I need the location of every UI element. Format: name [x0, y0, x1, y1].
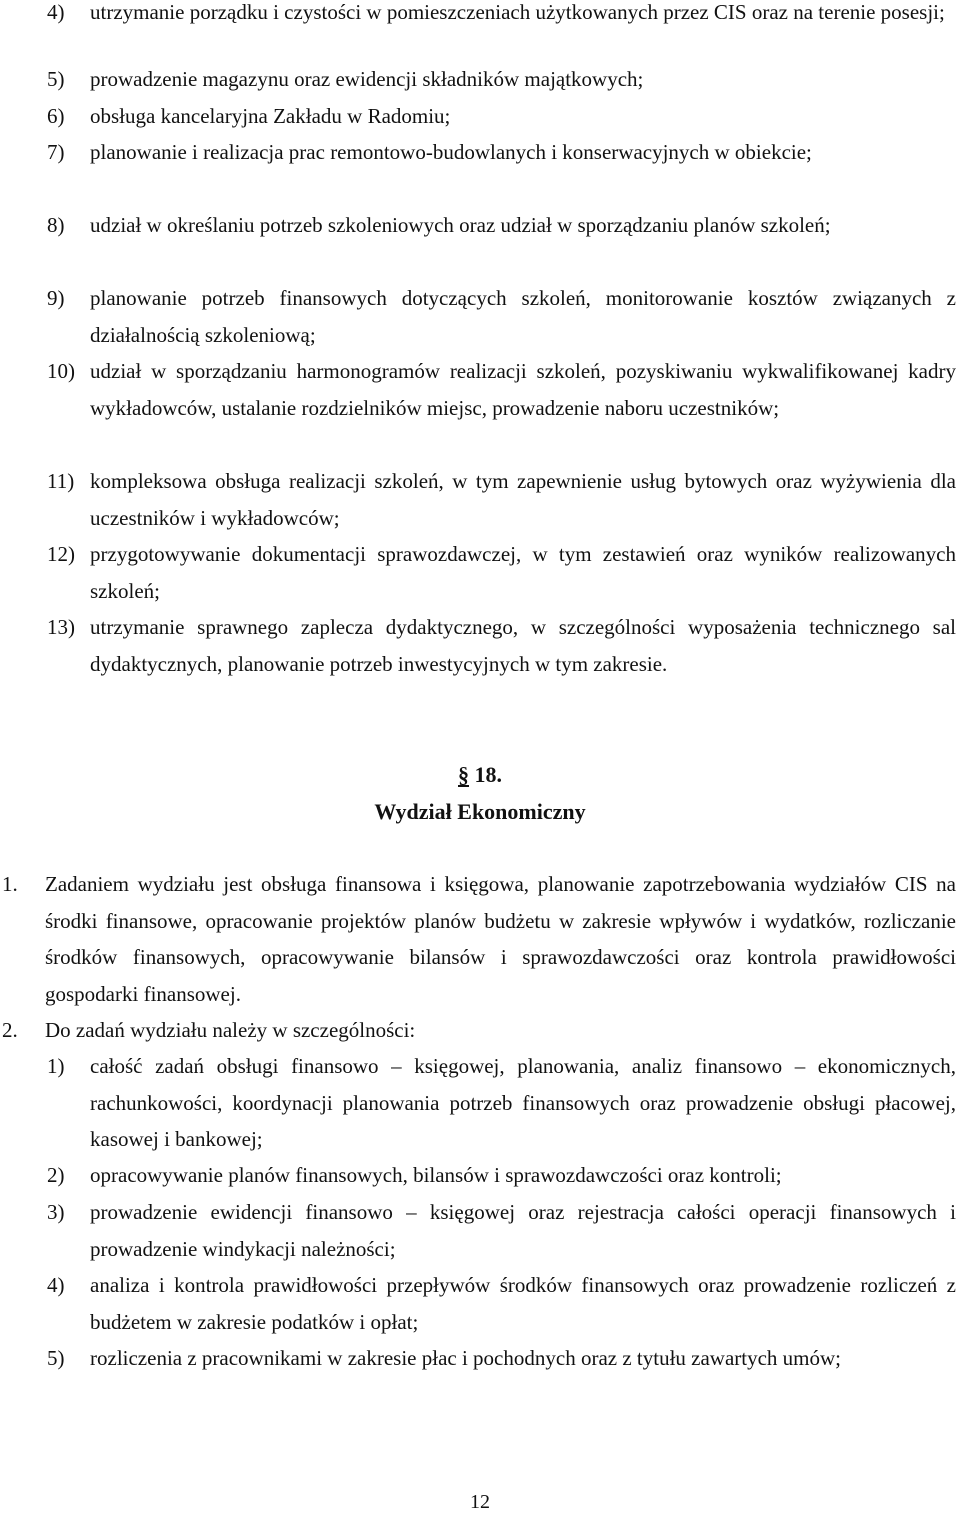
list-item-number: 1) [47, 1054, 65, 1078]
list-item-text: prowadzenie ewidencji finansowo – księgowej oraz rejestracja całości operacji finansowych i prowadzenie windykacji należności; [90, 1200, 956, 1261]
list-item-number: 5) [47, 1346, 65, 1370]
section-number-value: 18. [469, 762, 502, 787]
list-item [0, 609, 960, 682]
list-item [0, 0, 960, 31]
list-item-text: przygotowywanie dokumentacji sprawozdawczej, w tym zestawień oraz wyników realizowanych szkoleń; [90, 542, 956, 603]
page-number: 12 [470, 1491, 490, 1513]
list-item [0, 353, 960, 426]
list-item-text: prowadzenie magazynu oraz ewidencji składników majątkowych; [90, 67, 644, 91]
list-item [0, 536, 960, 609]
list-item-text: analiza i kontrola prawidłowości przepływów środków finansowych oraz prowadzenie rozliczeń z budżetem w zakresie podatków i opłat; [90, 1273, 956, 1334]
list-item-number: 9) [47, 286, 65, 310]
list-item [0, 207, 960, 244]
list-item [0, 1194, 960, 1267]
section-symbol: § [458, 762, 469, 787]
list-item-number: 6) [47, 104, 65, 128]
list-item-number: 11) [47, 469, 75, 493]
list-item [0, 1048, 960, 1158]
list-item-number: 10) [47, 359, 75, 383]
list-item-text: opracowywanie planów finansowych, bilansów i sprawozdawczości oraz kontroli; [90, 1163, 782, 1187]
paragraph [0, 1012, 960, 1049]
list-item-text: planowanie i realizacja prac remontowo-budowlanych i konserwacyjnych w obiekcie; [90, 140, 812, 164]
list-item-number: 8) [47, 213, 65, 237]
list-item-number: 12) [47, 542, 75, 566]
list-item [0, 61, 960, 98]
list-item [0, 1157, 960, 1194]
paragraph-number: 1. [2, 872, 18, 896]
list-item-text: udział w sporządzaniu harmonogramów realizacji szkoleń, pozyskiwaniu wykwalifikowanej kadry wykładowców, ustalanie rozdzielników miejsc, prowadzenie naboru uczestników; [90, 359, 956, 420]
list-item-text: utrzymanie sprawnego zaplecza dydaktycznego, w szczególności wyposażenia technicznego sal dydaktycznych, planowanie potrzeb inwestycyjnych w tym zakresie. [90, 615, 956, 676]
paragraph-text: Zadaniem wydziału jest obsługa finansowa i księgowa, planowanie zapotrzebowania wydziałów CIS na środki finansowe, opracowanie projektów planów budżetu w zakresie wpływów i wydatków, rozliczanie środków finansowych, opracowywanie bilansów i sprawozdawczości oraz kontrola prawidłowości gospodarki finansowej. [45, 872, 956, 1006]
list-item-text: utrzymanie porządku i czystości w pomieszczeniach użytkowanych przez CIS oraz na terenie posesji; [90, 0, 945, 24]
list-item [0, 1267, 960, 1340]
list-item [0, 1340, 960, 1377]
list-item-number: 3) [47, 1200, 65, 1224]
list-item-number: 7) [47, 140, 65, 164]
list-item-text: planowanie potrzeb finansowych dotyczących szkoleń, monitorowanie kosztów związanych z działalnością szkoleniową; [90, 286, 956, 347]
list-item-number: 4) [47, 1273, 65, 1297]
list-item-number: 4) [47, 0, 65, 24]
section-number [0, 757, 960, 793]
list-item [0, 134, 960, 171]
paragraph-number: 2. [2, 1018, 18, 1042]
list-item-text: rozliczenia z pracownikami w zakresie płac i pochodnych oraz z tytułu zawartych umów; [90, 1346, 842, 1370]
list-item [0, 280, 960, 353]
list-item-text: udział w określaniu potrzeb szkoleniowych oraz udział w sporządzaniu planów szkoleń; [90, 213, 831, 237]
list-item-number: 5) [47, 67, 65, 91]
list-item [0, 463, 960, 536]
section-title: Wydział Ekonomiczny [374, 799, 586, 824]
list-item-text: obsługa kancelaryjna Zakładu w Radomiu; [90, 104, 451, 128]
paragraph [0, 866, 960, 1012]
paragraph-text: Do zadań wydziału należy w szczególności: [45, 1018, 416, 1042]
list-item-text: całość zadań obsługi finansowo – księgowej, planowania, analiz finansowo – ekonomicznych, rachunkowości, koordynacji planowania potrzeb finansowych oraz prowadzenie obsługi płacowej, kasowej i bankowej; [90, 1054, 956, 1151]
list-item-number: 2) [47, 1163, 65, 1187]
list-item-text: kompleksowa obsługa realizacji szkoleń, w tym zapewnienie usług bytowych oraz wyżywienia dla uczestników i wykładowców; [90, 469, 956, 530]
list-item-number: 13) [47, 615, 75, 639]
list-item [0, 98, 960, 135]
